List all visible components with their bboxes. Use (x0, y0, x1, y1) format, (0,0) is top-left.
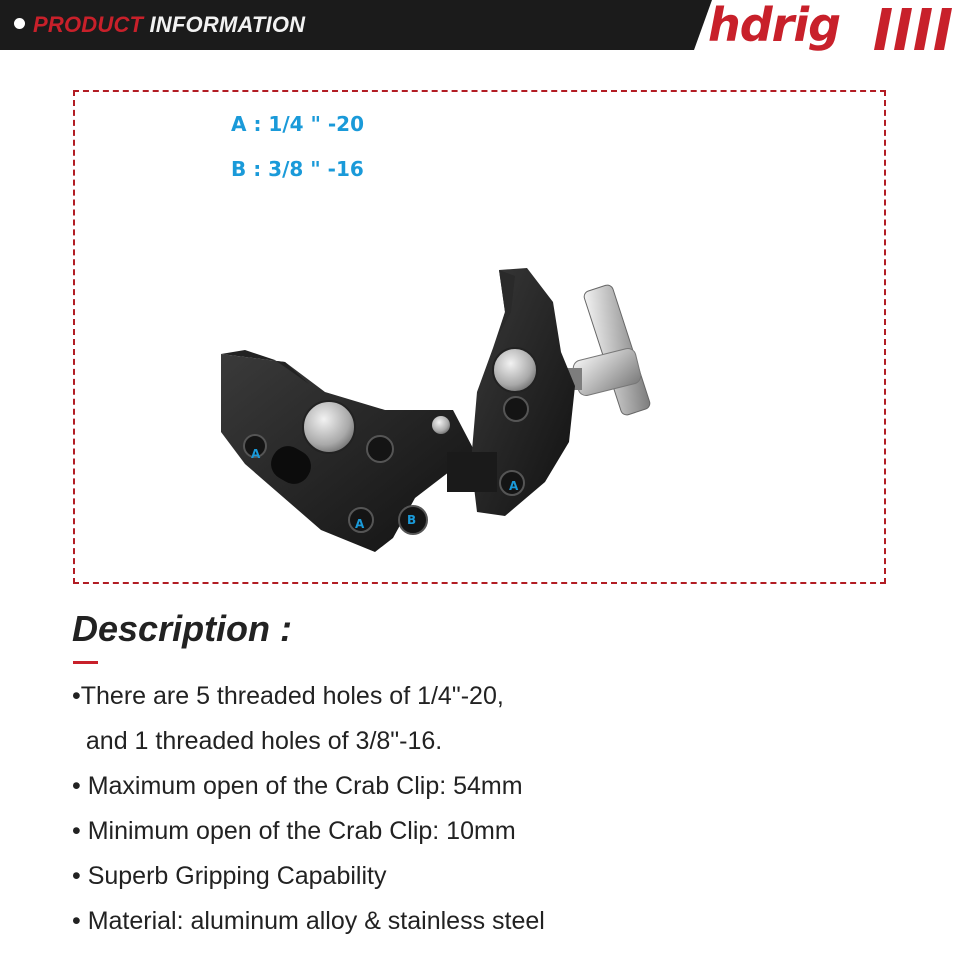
hole-label-a3: A (509, 479, 519, 493)
feature-item: •There are 5 threaded holes of 1/4"-20, (72, 682, 504, 710)
product-image-frame (73, 90, 886, 584)
section-title-word-1: PRODUCT (33, 12, 144, 37)
feature-item: and 1 threaded holes of 3/8"-16. (72, 727, 443, 755)
bullet-dot-icon (14, 18, 25, 29)
feature-item: • Material: aluminum alloy & stainless steel (72, 907, 545, 935)
section-title (14, 12, 305, 38)
crab-clamp-image (75, 92, 888, 586)
section-title-word-2: INFORMATION (149, 12, 306, 37)
feature-item: • Minimum open of the Crab Clip: 10mm (72, 817, 516, 845)
brand-logo-text: hdrig (708, 0, 841, 52)
description-underline (73, 661, 98, 664)
hole-label-a2: A (355, 517, 365, 531)
feature-item: • Maximum open of the Crab Clip: 54mm (72, 772, 523, 800)
feature-item: • Superb Gripping Capability (72, 862, 387, 890)
description-heading: Description : (72, 608, 293, 649)
hole-label-b: B (407, 513, 417, 527)
brand-stripes-icon (874, 8, 958, 50)
brand-logo (704, 2, 960, 52)
hole-label-a1: A (251, 447, 261, 461)
t-handle-icon (562, 284, 651, 417)
header-banner (0, 0, 960, 52)
spec-label-a: A : 1/4 " -20 (231, 112, 365, 136)
spec-label-b: B : 3/8 " -16 (231, 157, 364, 181)
